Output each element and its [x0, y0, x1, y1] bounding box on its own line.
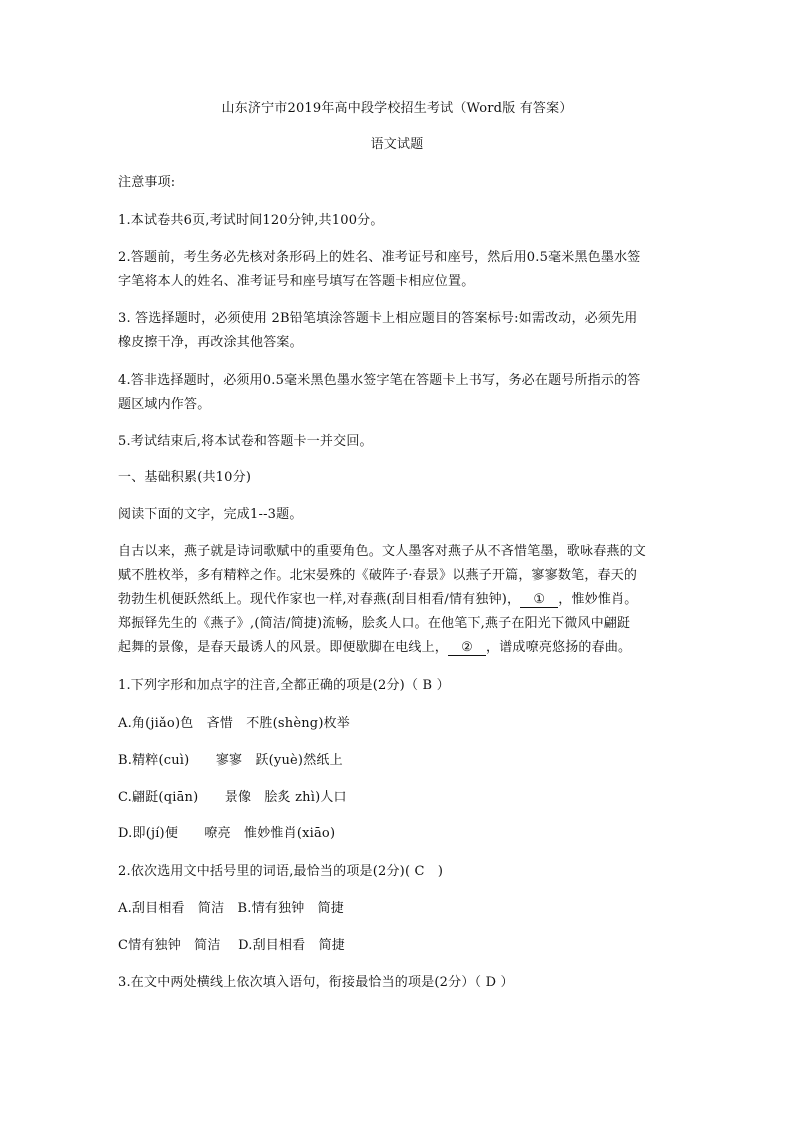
question-1-option-a: A.角(jiǎo)色 吝惜 不胜(shèng)枚举 — [118, 716, 351, 731]
passage-line-3-end: ，惟妙惟肖。 — [558, 592, 638, 607]
passage-line-4: 郑振铎先生的《燕子》,(简洁/简捷)流畅，脍炙人口。在他笔下,燕子在阳光下微风中翩跹 — [118, 616, 631, 631]
question-3-stem: 3.在文中两处横线上依次填入语句，衔接最恰当的项是(2分）（ D ） — [118, 975, 514, 990]
section-instruction: 阅读下面的文字，完成1--3题。 — [118, 507, 303, 522]
passage-line-1: 自古以来，燕子就是诗词歌赋中的重要角色。文人墨客对燕子从不吝惜笔墨，歌咏春燕的文 — [118, 544, 647, 559]
question-1-option-b: B.精粹(cuì) 寥寥 跃(yuè)然纸上 — [118, 753, 343, 768]
notice-item-4-line-1: 4.答非选择题时，必须用0.5毫米黑色墨水签字笔在答题卡上书写，务必在题号所指示的答 — [118, 373, 641, 388]
question-2-options-cd: C情有独钟 简洁 D.刮目相看 简捷 — [118, 938, 345, 953]
notice-item-1: 1.本试卷共6页,考试时间120分钟,共100分。 — [118, 213, 384, 228]
section-heading: 一、基础积累(共10分) — [118, 470, 252, 485]
notice-item-2-line-1: 2.答题前，考生务必先核对条形码上的姓名、准考证号和座号，然后用0.5毫米黑色墨水签 — [118, 250, 641, 265]
blank-2: ② — [448, 641, 486, 656]
notice-item-3-line-1: 3. 答选择题时，必须使用 2B铅笔填涂答题卡上相应题目的答案标号:如需改动，必须先用 — [118, 311, 638, 326]
passage-line-2: 赋不胜枚举，多有精粹之作。北宋晏殊的《破阵子·春景》以燕子开篇，寥寥数笔，春天的 — [118, 568, 638, 583]
question-2-options-ab: A.刮目相看 简洁 B.情有独钟 简捷 — [118, 901, 345, 916]
notice-heading: 注意事项: — [118, 175, 176, 190]
passage-line-3-text: 勃勃生机便跃然纸上。现代作家也一样,对春燕(刮目相看/情有独钟)， — [118, 592, 521, 607]
notice-item-4-line-2: 题区域内作答。 — [118, 397, 211, 412]
blank-1: ① — [520, 593, 558, 608]
passage-line-5-end: ，谱成嘹亮悠扬的春曲。 — [486, 640, 632, 655]
passage-line-5-text: 起舞的景像，是春天最诱人的风景。即便歇脚在电线上， — [118, 640, 449, 655]
notice-item-3-line-2: 橡皮擦干净，再改涂其他答案。 — [118, 335, 303, 350]
document-title: 山东济宁市2019年高中段学校招生考试（Word版 有答案） — [221, 101, 573, 116]
notice-item-5: 5.考试结束后,将本试卷和答题卡一并交回。 — [118, 434, 373, 449]
question-1-stem: 1.下列字形和加点字的注音,全都正确的项是(2分)（ B ） — [118, 678, 450, 693]
notice-item-2-line-2: 字笔将本人的姓名、准考证号和座号填写在答题卡相应位置。 — [118, 274, 475, 289]
question-1-option-d: D.即(jí)便 嘹亮 惟妙惟肖(xiāo) — [118, 826, 336, 841]
document-subtitle: 语文试题 — [370, 137, 424, 152]
passage-line-5 — [118, 637, 678, 659]
passage-line-3 — [118, 589, 678, 611]
question-2-stem: 2.依次选用文中括号里的词语,最恰当的项是(2分)( C ) — [118, 864, 444, 879]
question-1-option-c: C.翩跹(qiān) 景像 脍炙 zhì)人口 — [118, 790, 347, 805]
